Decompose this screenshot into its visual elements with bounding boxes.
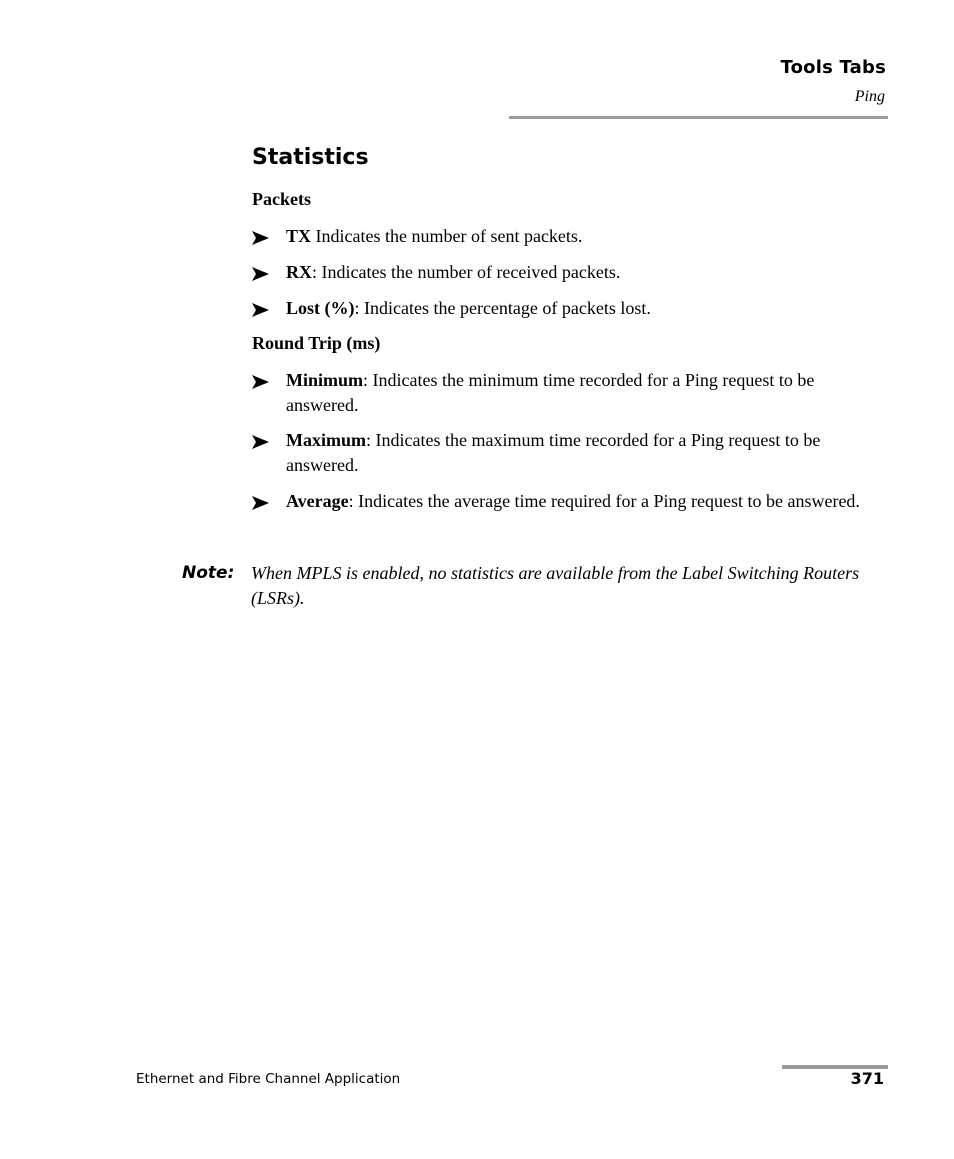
running-header-title: Tools Tabs bbox=[780, 57, 886, 78]
bullet-term: Average bbox=[286, 491, 349, 511]
bullet-text: : Indicates the minimum time recorded for a Ping request to be answered. bbox=[286, 370, 815, 415]
arrow-bullet-icon bbox=[252, 267, 269, 281]
bullet-term: Lost (%) bbox=[286, 298, 355, 318]
footer-document-title: Ethernet and Fibre Channel Application bbox=[136, 1071, 401, 1087]
arrow-bullet-icon bbox=[252, 303, 269, 317]
bullet-term: Minimum bbox=[286, 370, 364, 390]
bullet-tx bbox=[252, 224, 888, 249]
bullet-text: : Indicates the percentage of packets lost. bbox=[354, 298, 651, 318]
bullet-term: RX bbox=[286, 262, 312, 282]
page-number: 371 bbox=[850, 1069, 884, 1088]
note-text: When MPLS is enabled, no statistics are available from the Label Switching Routers (LSRs). bbox=[251, 563, 860, 608]
bullet-term: TX bbox=[286, 226, 312, 246]
bullet-term: Maximum bbox=[286, 430, 366, 450]
arrow-bullet-icon bbox=[252, 375, 269, 389]
bullet-text: : Indicates the average time required for a Ping request to be answered. bbox=[348, 491, 860, 511]
note-label: Note: bbox=[182, 563, 235, 583]
bullet-minimum bbox=[252, 368, 888, 418]
bullet-rx bbox=[252, 260, 888, 285]
arrow-bullet-icon bbox=[252, 231, 269, 245]
bullet-lost bbox=[252, 296, 888, 321]
section-title: Statistics bbox=[252, 145, 369, 170]
arrow-bullet-icon bbox=[252, 435, 269, 449]
arrow-bullet-icon bbox=[252, 496, 269, 510]
bullet-text: : Indicates the maximum time recorded for a Ping request to be answered. bbox=[286, 430, 821, 475]
round-trip-heading: Round Trip (ms) bbox=[252, 333, 381, 353]
bullet-text: Indicates the number of sent packets. bbox=[311, 226, 583, 246]
running-header-subtitle: Ping bbox=[854, 88, 885, 105]
packets-heading: Packets bbox=[252, 189, 311, 209]
bullet-average bbox=[252, 489, 888, 514]
bullet-maximum bbox=[252, 428, 888, 478]
header-rule bbox=[509, 116, 888, 119]
bullet-text: : Indicates the number of received packets. bbox=[312, 262, 621, 282]
